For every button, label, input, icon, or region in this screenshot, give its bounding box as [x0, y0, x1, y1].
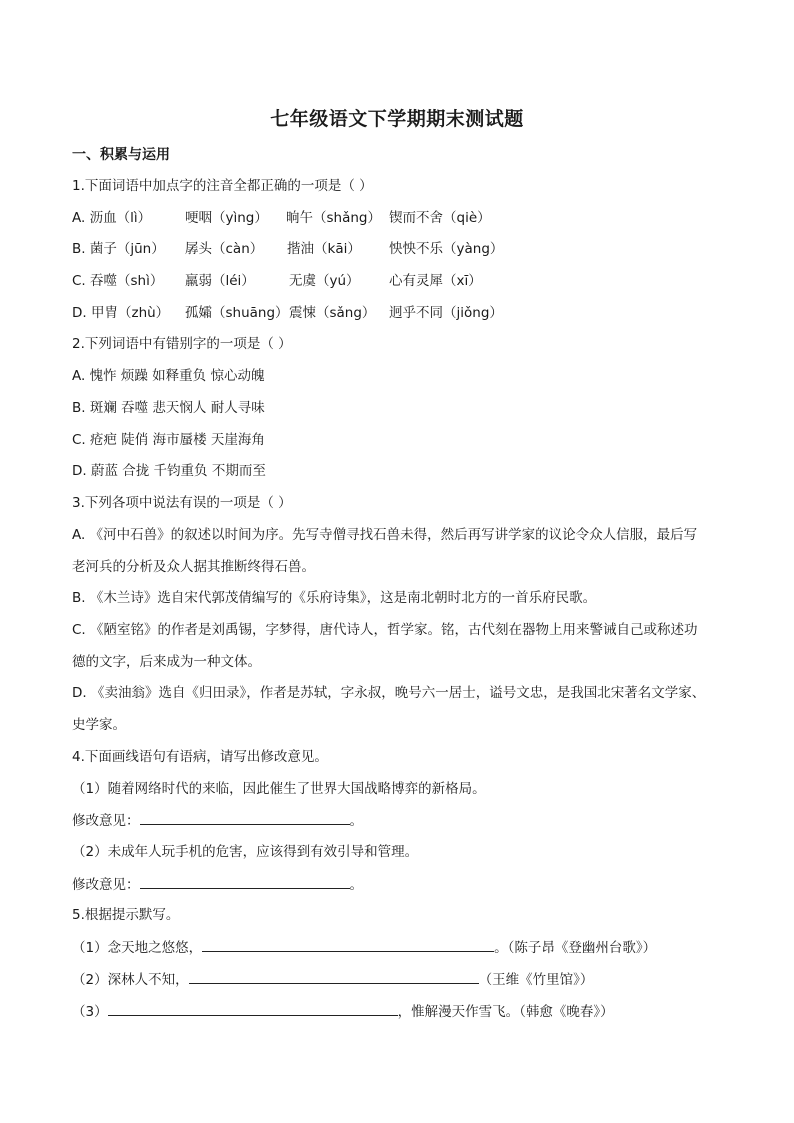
q1-d-3: 震悚（sǎng）: [289, 305, 376, 321]
q3-option-c-line1: C. 《陋室铭》的作者是刘禹锡，字梦得，唐代诗人，哲学家。铭，古代刻在器物上用来警诫自己或称述功: [72, 622, 698, 638]
section-heading: 一、积累与运用: [72, 147, 170, 163]
q1-a-2: 哽咽（yìng）: [185, 210, 268, 226]
q5-item-2-prompt: （2）深林人不知，: [72, 972, 189, 988]
q4-answer-row-1: [72, 811, 363, 830]
q1-option-c: [72, 272, 482, 290]
q1-d-4: 迥乎不同（jiǒng）: [389, 305, 503, 321]
q1-a-4: 锲而不舍（qiè）: [389, 210, 491, 226]
q4-stem: 4.下面画线语句有语病，请写出修改意见。: [72, 749, 328, 765]
q5-stem: 5.根据提示默写。: [72, 907, 180, 923]
q1-c-1: C. 吞噬（shì）: [72, 273, 164, 289]
q4-fix-label-2: 修改意见：: [72, 877, 140, 893]
q3-stem: 3.下列各项中说法有误的一项是（ ）: [72, 495, 292, 511]
q5-blank-2[interactable]: [189, 970, 479, 984]
q4-answer-blank-1[interactable]: [140, 811, 350, 825]
q1-c-2: 羸弱（léi）: [185, 273, 255, 289]
q3-option-d-line2: 史学家。: [72, 717, 126, 733]
q5-item-3-source: ，惟解漫天作雪飞。（韩愈《晚春》）: [397, 1004, 614, 1020]
q2-option-d: D. 蔚蓝 合拢 千钧重负 不期而至: [72, 463, 266, 479]
q1-b-2: 孱头（càn）: [185, 241, 264, 257]
q1-c-4: 心有灵犀（xī）: [389, 273, 482, 289]
q1-option-a: [72, 209, 491, 227]
q4-answer-blank-2[interactable]: [140, 875, 350, 889]
q5-item-2: [72, 970, 593, 989]
q1-b-1: B. 菌子（jūn）: [72, 241, 165, 257]
q2-option-c: C. 疮疤 陡俏 海市蜃楼 天崖海角: [72, 432, 265, 448]
page-title: 七年级语文下学期期末测试题: [270, 108, 524, 130]
q5-item-3-prompt: （3）: [72, 1004, 108, 1020]
q1-a-3: 晌午（shǎng）: [286, 210, 381, 226]
q4-fix-label-1: 修改意见：: [72, 813, 140, 829]
q3-option-c-line2: 德的文字，后来成为一种文体。: [72, 654, 261, 670]
q3-option-d-line1: D. 《卖油翁》选自《归田录》，作者是苏轼，字永叔，晚号六一居士，谥号文忠，是我国北宋著名文学家、: [72, 685, 706, 701]
q1-b-3: 揩油（kāi）: [287, 241, 361, 257]
q2-option-a: A. 愧怍 烦躁 如释重负 惊心动魄: [72, 368, 265, 384]
q1-d-1: D. 甲胄（zhù）: [72, 305, 170, 321]
q5-item-1-prompt: （1）念天地之悠悠，: [72, 940, 203, 956]
q2-stem: 2.下列词语中有错别字的一项是（ ）: [72, 336, 292, 352]
q5-blank-1[interactable]: [202, 938, 494, 952]
q1-a-1: A. 沥血（lì）: [72, 210, 152, 226]
q3-option-a-line2: 老河兵的分析及众人据其推断终得石兽。: [72, 559, 315, 575]
q5-item-1: [72, 938, 656, 957]
q1-d-2: 孤孀（shuāng）: [185, 305, 289, 321]
q4-period-2: 。: [349, 877, 363, 893]
q5-item-1-source: 。（陈子昂《登幽州台歌》）: [494, 940, 657, 956]
q4-sentence-1: （1）随着网络时代的来临，因此催生了世界大国战略博弈的新格局。: [72, 781, 486, 797]
q4-period-1: 。: [349, 813, 363, 829]
q1-option-d: [72, 304, 503, 322]
q1-stem: 1.下面词语中加点字的注音全都正确的一项是（ ）: [72, 178, 373, 194]
q5-item-3: [72, 1002, 614, 1021]
q1-b-4: 怏怏不乐（yàng）: [389, 241, 504, 257]
q3-option-a-line1: A. 《河中石兽》的叙述以时间为序。先写寺僧寻找石兽未得，然后再写讲学家的议论令众人信服，最后写: [72, 527, 698, 543]
q4-answer-row-2: [72, 875, 363, 894]
q1-c-3: 无虞（yú）: [289, 273, 360, 289]
q5-blank-3[interactable]: [108, 1002, 398, 1016]
q2-option-b: B. 斑斓 吞噬 悲天悯人 耐人寻味: [72, 400, 265, 416]
q3-option-b: B. 《木兰诗》选自宋代郭茂倩编写的《乐府诗集》，这是南北朝时北方的一首乐府民歌。: [72, 590, 597, 606]
q5-item-2-source: （王维《竹里馆》）: [478, 972, 594, 988]
q4-sentence-2: （2）未成年人玩手机的危害，应该得到有效引导和管理。: [72, 844, 419, 860]
q1-option-b: [72, 240, 503, 258]
